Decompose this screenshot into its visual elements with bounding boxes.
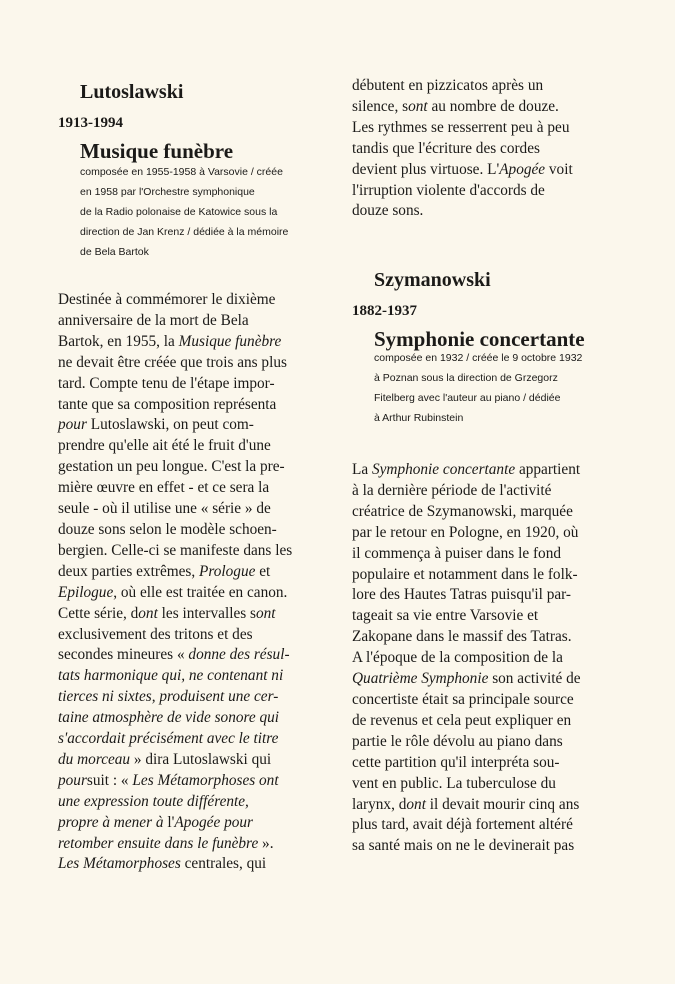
credit-line: de la Radio polonaise de Katowice sous la bbox=[80, 206, 278, 218]
text-line: Destinée à commémorer le dixième bbox=[58, 291, 276, 308]
text-line: seule - où il utilise une « série » de bbox=[58, 500, 271, 518]
body-text-continued bbox=[352, 76, 573, 222]
text-line: retomber ensuite dans le funèbre ». bbox=[58, 834, 274, 852]
text-line: La Symphonie concertante appartient bbox=[352, 461, 581, 478]
text-line: tats harmonique qui, ne contenant ni bbox=[58, 667, 284, 685]
credit-line: à Arthur Rubinstein bbox=[374, 412, 464, 424]
text-line: mière œuvre en effet - et ce sera la bbox=[58, 479, 270, 497]
text-line: tierces ni sixtes, produisent une cer- bbox=[58, 688, 279, 706]
text-line: secondes mineures « donne des résul- bbox=[58, 646, 290, 664]
text-line: Cette série, dont les intervalles sont bbox=[58, 604, 276, 622]
text-line: plus tard, avait déjà fortement altéré bbox=[352, 816, 573, 834]
credit-line: à Poznan sous la direction de Grzegorz bbox=[374, 372, 558, 384]
text-line: une expression toute différente, bbox=[58, 792, 249, 810]
credit-line: direction de Jan Krenz / dédiée à la mémoire bbox=[80, 226, 289, 238]
text-line: il commença à puiser dans le fond bbox=[352, 544, 561, 562]
work-title: Musique funèbre bbox=[80, 139, 234, 163]
text-line: créatrice de Szymanowski, marquée bbox=[352, 502, 573, 520]
text-line: concertiste était sa principale source bbox=[352, 690, 574, 708]
text-line: tageait sa vie entre Varsovie et bbox=[352, 607, 539, 625]
text-line: l'irruption violente d'accords de bbox=[352, 181, 545, 199]
text-line: exclusivement des tritons et des bbox=[58, 625, 253, 643]
text-line: Quatrième Symphonie son activité de bbox=[352, 670, 581, 688]
composer-name: Lutoslawski bbox=[80, 81, 184, 103]
body-text bbox=[58, 290, 292, 875]
text-line: devient plus virtuose. L'Apogée voit bbox=[352, 160, 573, 178]
text-line: propre à mener à l'Apogée pour bbox=[58, 813, 253, 831]
text-line: A l'époque de la composition de la bbox=[352, 649, 563, 667]
text-line: sa santé mais on ne le devinerait pas bbox=[352, 837, 575, 855]
text-line: tard. Compte tenu de l'étape impor- bbox=[58, 374, 275, 392]
text-line: Zakopane dans le massif des Tatras. bbox=[352, 628, 572, 646]
text-line: deux parties extrêmes, Prologue et bbox=[58, 562, 271, 580]
credit-line: en 1958 par l'Orchestre symphonique bbox=[80, 186, 255, 198]
text-line: populaire et notamment dans le folk- bbox=[352, 565, 578, 583]
text-line: bergien. Celle-ci se manifeste dans les bbox=[58, 541, 293, 559]
work-title: Symphonie concertante bbox=[374, 327, 585, 351]
text-line: prendre qu'elle ait été le fruit d'une bbox=[58, 437, 271, 455]
text-line: s'accordait précisément avec le titre bbox=[58, 730, 279, 748]
text-line: ne devait être créée que trois ans plus bbox=[58, 353, 287, 371]
text-line: taine atmosphère de vide sonore qui bbox=[58, 709, 280, 727]
text-line: Epilogue, où elle est traitée en canon. bbox=[58, 583, 288, 601]
text-line: silence, sont au nombre de douze. bbox=[352, 97, 559, 115]
work-credits bbox=[374, 348, 582, 428]
text-line: du morceau » dira Lutoslawski qui bbox=[58, 750, 272, 768]
text-line: tante que sa composition représenta bbox=[58, 395, 277, 413]
text-line: anniversaire de la mort de Bela bbox=[58, 311, 249, 329]
text-line: par le retour en Pologne, en 1920, où bbox=[352, 523, 579, 541]
credit-line: composée en 1955-1958 à Varsovie / créée bbox=[80, 166, 283, 178]
composer-dates: 1882-1937 bbox=[352, 303, 417, 319]
credit-line: composée en 1932 / créée le 9 octobre 1932 bbox=[374, 352, 583, 364]
text-line: débutent en pizzicatos après un bbox=[352, 77, 544, 94]
text-line: de revenus et cela peut expliquer en bbox=[352, 711, 572, 729]
text-line: poursuit : « Les Métamorphoses ont bbox=[58, 771, 279, 789]
credit-line: Fitelberg avec l'auteur au piano / dédiée bbox=[374, 392, 561, 404]
text-line: douze sons selon le modèle schoen- bbox=[58, 520, 277, 538]
text-line: partie le rôle dévolu au piano dans bbox=[352, 732, 563, 750]
work-credits bbox=[80, 162, 288, 262]
text-line: Les rythmes se resserrent peu à peu bbox=[352, 118, 570, 136]
body-text bbox=[352, 460, 581, 857]
text-line: tandis que l'écriture des cordes bbox=[352, 139, 540, 157]
text-line: Bartok, en 1955, la Musique funèbre bbox=[58, 332, 282, 350]
composer-name: Szymanowski bbox=[374, 269, 491, 291]
credit-line: de Bela Bartok bbox=[80, 246, 149, 258]
text-line: gestation un peu longue. C'est la pre- bbox=[58, 458, 285, 476]
text-line: cette partition qu'il interpréta sou- bbox=[352, 753, 560, 771]
text-line: larynx, dont il devait mourir cinq ans bbox=[352, 795, 580, 813]
text-line: lore des Hautes Tatras puisqu'il par- bbox=[352, 586, 572, 604]
text-line: à la dernière période de l'activité bbox=[352, 481, 552, 499]
text-line: douze sons. bbox=[352, 202, 424, 220]
text-line: pour Lutoslawski, on peut com- bbox=[58, 416, 254, 434]
text-line: Les Métamorphoses centrales, qui bbox=[58, 855, 267, 873]
composer-dates: 1913-1994 bbox=[58, 115, 123, 131]
text-line: vent en public. La tuberculose du bbox=[352, 774, 556, 792]
